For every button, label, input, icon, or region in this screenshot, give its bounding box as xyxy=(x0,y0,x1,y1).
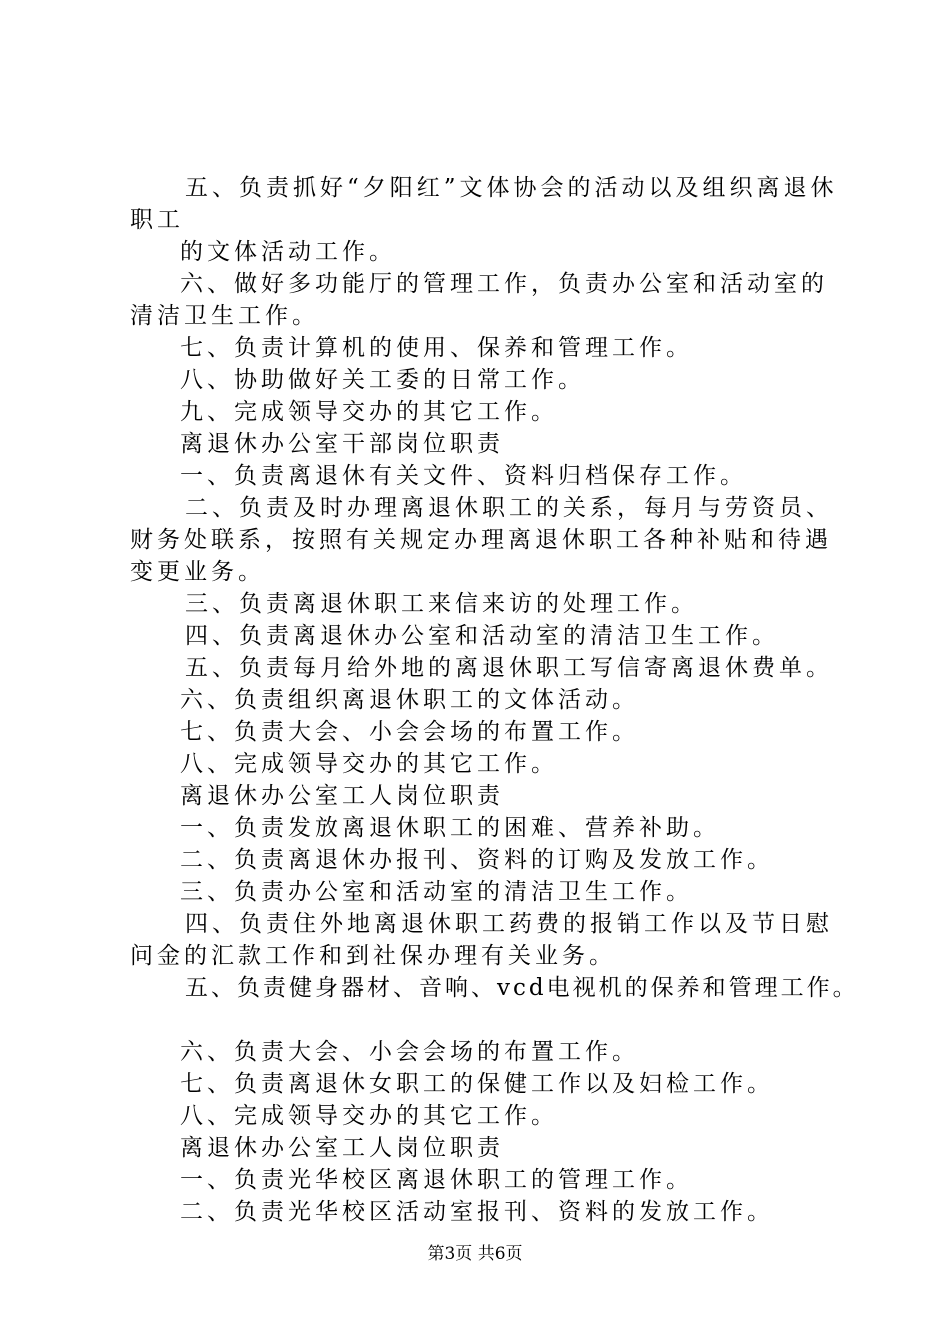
paragraph: 二、负责离退休办报刊、资料的订购及发放工作。 xyxy=(180,847,774,873)
paragraph: 七、负责计算机的使用、保养和管理工作。 xyxy=(180,335,693,361)
paragraph: 六、负责组织离退休职工的文体活动。 xyxy=(180,687,639,713)
paragraph: 四、负责离退休办公室和活动室的清洁卫生工作。 xyxy=(185,623,779,649)
section-heading: 离退休办公室工人岗位职责 xyxy=(180,1135,504,1161)
paragraph: 四、负责住外地离退休职工药费的报销工作以及节日慰问金的汇款工作和到社保办理有关业务。 xyxy=(130,911,833,969)
paragraph: 九、完成领导交办的其它工作。 xyxy=(180,399,558,425)
paragraph: 八、完成领导交办的其它工作。 xyxy=(180,751,558,777)
paragraph: 五、负责每月给外地的离退休职工写信寄离退休费单。 xyxy=(185,655,833,681)
paragraph: 一、负责离退休有关文件、资料归档保存工作。 xyxy=(180,463,747,489)
paragraph: 八、完成领导交办的其它工作。 xyxy=(180,1103,558,1129)
blank-line xyxy=(130,1004,840,1036)
paragraph: 五、负责健身器材、音响、vcd电视机的保养和管理工作。 xyxy=(185,975,859,1001)
paragraph: 五、负责抓好“夕阳红”文体协会的活动以及组织离退休 xyxy=(185,175,838,201)
paragraph: 三、负责办公室和活动室的清洁卫生工作。 xyxy=(180,879,693,905)
paragraph: 八、协助做好关工委的日常工作。 xyxy=(180,367,585,393)
paragraph: 一、负责光华校区离退休职工的管理工作。 xyxy=(180,1167,693,1193)
paragraph: 七、负责大会、小会会场的布置工作。 xyxy=(180,719,639,745)
paragraph: 三、负责离退休职工来信来访的处理工作。 xyxy=(185,591,698,617)
paragraph: 的文体活动工作。 xyxy=(180,239,396,265)
paragraph: 二、负责光华校区活动室报刊、资料的发放工作。 xyxy=(180,1199,774,1225)
document-body xyxy=(130,172,859,1228)
section-heading: 离退休办公室工人岗位职责 xyxy=(180,783,504,809)
paragraph: 二、负责及时办理离退休职工的关系，每月与劳资员、财务处联系，按照有关规定办理离退休职工各种补贴和待遇变更业务。 xyxy=(130,495,833,585)
paragraph: 六、负责大会、小会会场的布置工作。 xyxy=(180,1039,639,1065)
paragraph: 职工 xyxy=(130,207,184,233)
page-number: 第3页 共6页 xyxy=(427,1244,523,1264)
paragraph: 七、负责离退休女职工的保健工作以及妇检工作。 xyxy=(180,1071,774,1097)
paragraph: 六、做好多功能厅的管理工作，负责办公室和活动室的清洁卫生工作。 xyxy=(130,271,828,329)
section-heading: 离退休办公室干部岗位职责 xyxy=(180,431,504,457)
paragraph: 一、负责发放离退休职工的困难、营养补助。 xyxy=(180,815,720,841)
